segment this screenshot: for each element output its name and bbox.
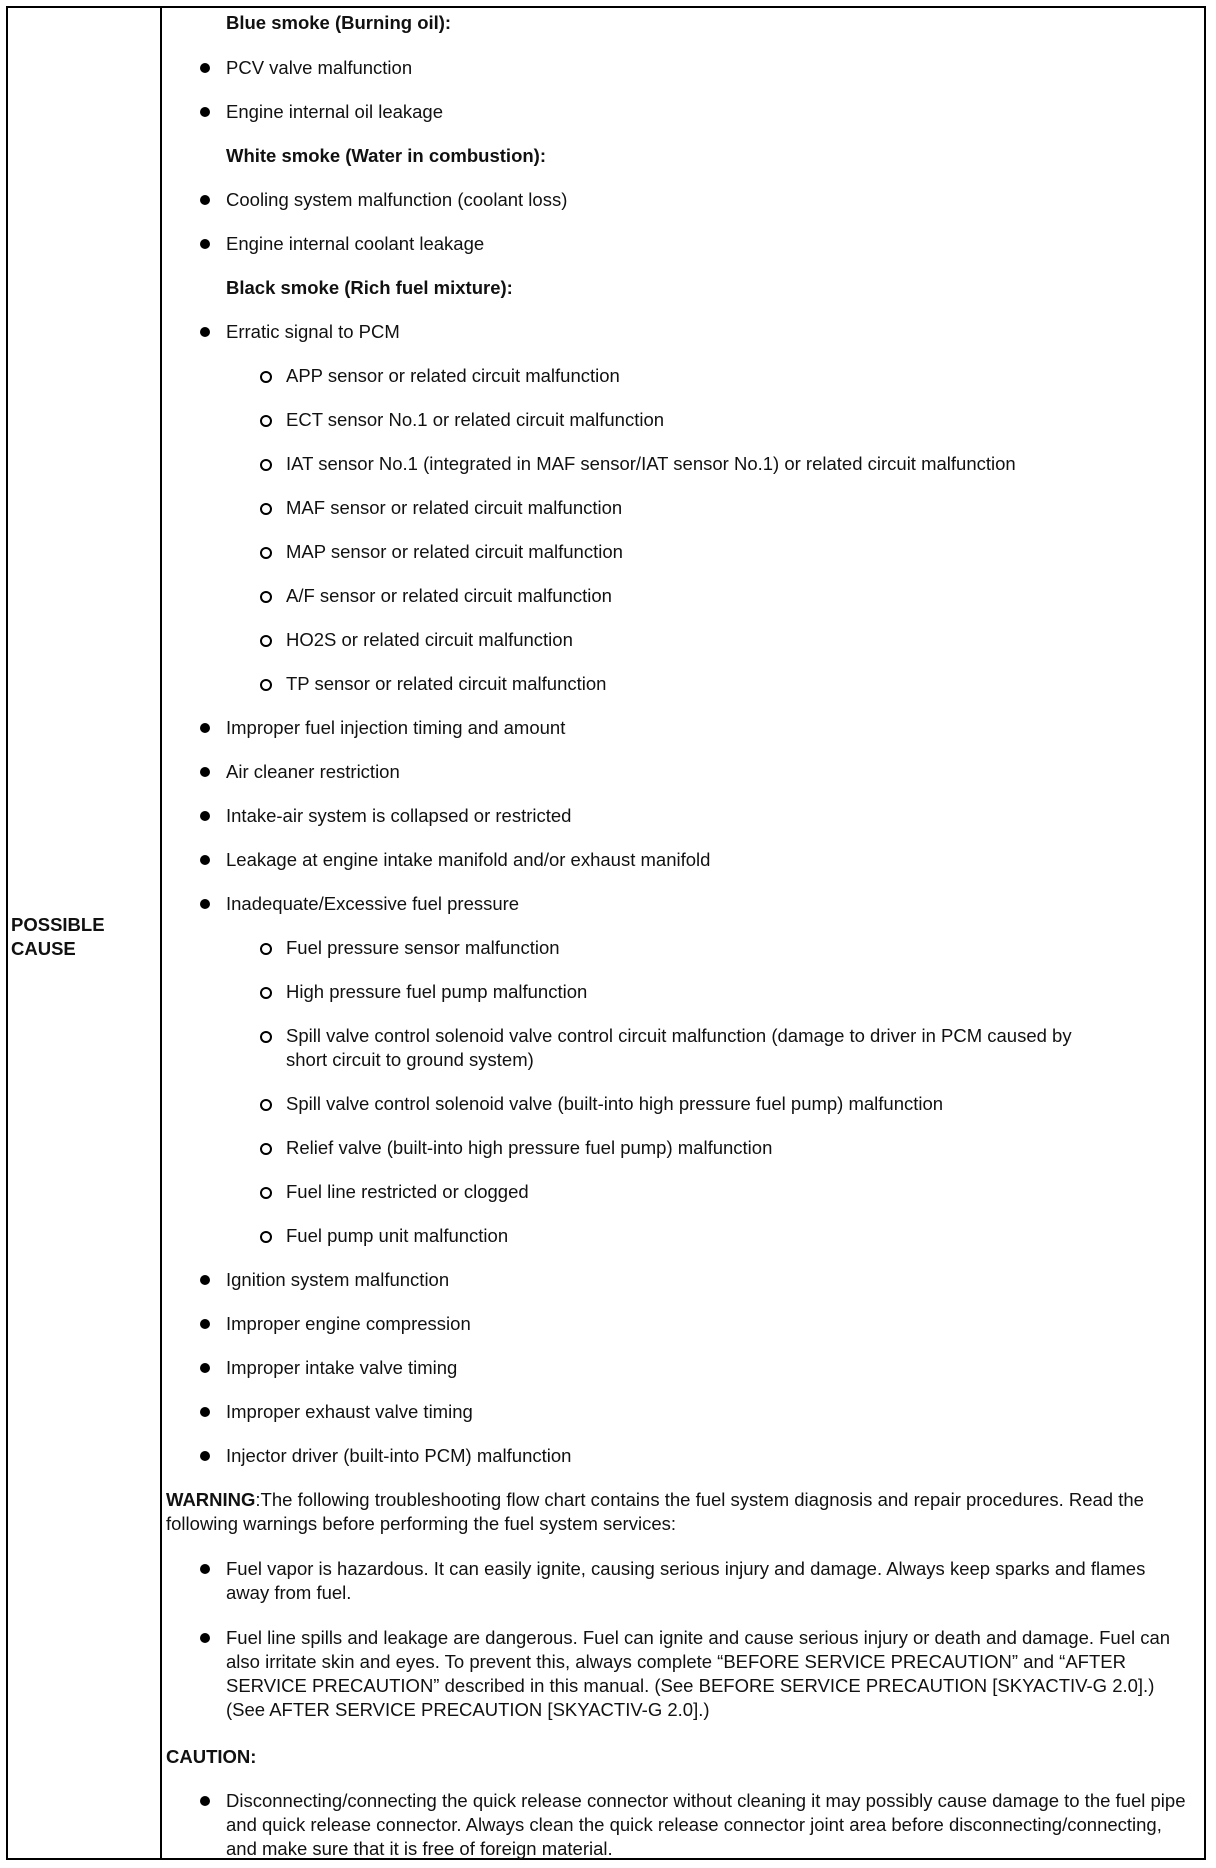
list-item: Improper engine compression [226,1313,471,1334]
bullet-dot-icon [200,1633,210,1643]
warning-text: :The following troubleshooting flow chart contains the fuel system diagnosis and repair procedures. Read the following warnings before performing the fuel system services: [166,1489,1144,1534]
list-item: Ignition system malfunction [226,1269,450,1290]
list-item: Improper exhaust valve timing [226,1401,473,1422]
circle-bullet-icon [260,1231,272,1243]
list-item: Improper fuel injection timing and amount [226,717,566,738]
warning-bullet: Fuel vapor is hazardous. It can easily ignite, causing serious injury and damage. Always keep sparks and flames away from fuel. [226,1558,1146,1603]
heading-white-smoke: White smoke (Water in combustion): [226,145,546,166]
sub-list-item: Spill valve control solenoid valve control circuit malfunction (damage to driver in PCM caused by [286,1025,1072,1046]
bullet-dot-icon [200,1407,210,1417]
warning-bullet: Fuel line spills and leakage are dangerous. Fuel can ignite and cause serious injury or death and damage. Fuel can also irritate skin and eyes. To prevent this, always complete “BEFORE SERVICE PRECAUTION” and “AFTER SERVICE PRECAUTION” described in this manual. (See BEFORE SERVICE PRECAUTION [SKYACTIV-G 2.0].) (See AFTER SERVICE PRECAUTION [SKYACTIV-G 2.0].) [226,1627,1171,1720]
bullet-dot-icon [200,1796,210,1806]
column-divider [160,6,162,1860]
circle-bullet-icon [260,679,272,691]
heading-blue-smoke: Blue smoke (Burning oil): [226,12,452,33]
bullet-dot-icon [200,1564,210,1574]
list-item: Inadequate/Excessive fuel pressure [226,893,520,914]
list-item: Intake-air system is collapsed or restricted [226,805,572,826]
sub-list-item: Fuel line restricted or clogged [286,1181,529,1202]
circle-bullet-icon [260,415,272,427]
sub-list-item: Spill valve control solenoid valve (built-into high pressure fuel pump) malfunction [286,1093,944,1114]
circle-bullet-icon [260,1099,272,1111]
list-item: Erratic signal to PCM [226,321,400,342]
bullet-dot-icon [200,239,210,249]
sub-list-item: ECT sensor No.1 or related circuit malfunction [286,409,665,430]
bullet-dot-icon [200,63,210,73]
bullet-dot-icon [200,1363,210,1373]
bullet-dot-icon [200,811,210,821]
list-item: PCV valve malfunction [226,57,413,78]
bullet-dot-icon [200,195,210,205]
caution-label: CAUTION: [166,1746,257,1767]
sub-list-item: IAT sensor No.1 (integrated in MAF sensor/IAT sensor No.1) or related circuit malfunction [286,453,1016,474]
caution-bullet: Disconnecting/connecting the quick release connector without cleaning it may possibly cause damage to the fuel pipe and quick release connector. Always clean the quick release connector joint area before disconnecting/connecting, and make sure that it is free of foreign material. [226,1790,1186,1859]
sub-list-item: TP sensor or related circuit malfunction [286,673,607,694]
bullet-dot-icon [200,1319,210,1329]
circle-bullet-icon [260,591,272,603]
warning-block [166,1488,1198,1536]
circle-bullet-icon [260,987,272,999]
circle-bullet-icon [260,459,272,471]
bullet-dot-icon [200,327,210,337]
list-item: Cooling system malfunction (coolant loss) [226,189,568,210]
list-item: Injector driver (built-into PCM) malfunction [226,1445,572,1466]
circle-bullet-icon [260,943,272,955]
bullet-dot-icon [200,107,210,117]
circle-bullet-icon [260,1187,272,1199]
bullet-dot-icon [200,1275,210,1285]
list-item: Air cleaner restriction [226,761,400,782]
possible-cause-label: POSSIBLE CAUSE [11,914,105,959]
heading-black-smoke: Black smoke (Rich fuel mixture): [226,277,513,298]
bullet-dot-icon [200,899,210,909]
sub-list-item: HO2S or related circuit malfunction [286,629,573,650]
circle-bullet-icon [260,371,272,383]
sub-list-item-continuation: short circuit to ground system) [286,1049,534,1070]
bullet-dot-icon [200,767,210,777]
circle-bullet-icon [260,503,272,515]
bullet-dot-icon [200,723,210,733]
circle-bullet-icon [260,547,272,559]
sub-list-item: A/F sensor or related circuit malfunction [286,585,612,606]
sub-list-item: High pressure fuel pump malfunction [286,981,588,1002]
sub-list-item: Relief valve (built-into high pressure fuel pump) malfunction [286,1137,773,1158]
bullet-dot-icon [200,1451,210,1461]
circle-bullet-icon [260,1143,272,1155]
list-item: Improper intake valve timing [226,1357,458,1378]
sub-list-item: Fuel pump unit malfunction [286,1225,509,1246]
list-item: Engine internal oil leakage [226,101,444,122]
list-item: Leakage at engine intake manifold and/or exhaust manifold [226,849,711,870]
circle-bullet-icon [260,1031,272,1043]
sub-list-item: MAP sensor or related circuit malfunction [286,541,623,562]
circle-bullet-icon [260,635,272,647]
sub-list-item: Fuel pressure sensor malfunction [286,937,560,958]
warning-label: WARNING [166,1489,256,1510]
bullet-dot-icon [200,855,210,865]
sub-list-item: APP sensor or related circuit malfunction [286,365,620,386]
list-item: Engine internal coolant leakage [226,233,485,254]
sub-list-item: MAF sensor or related circuit malfunction [286,497,623,518]
